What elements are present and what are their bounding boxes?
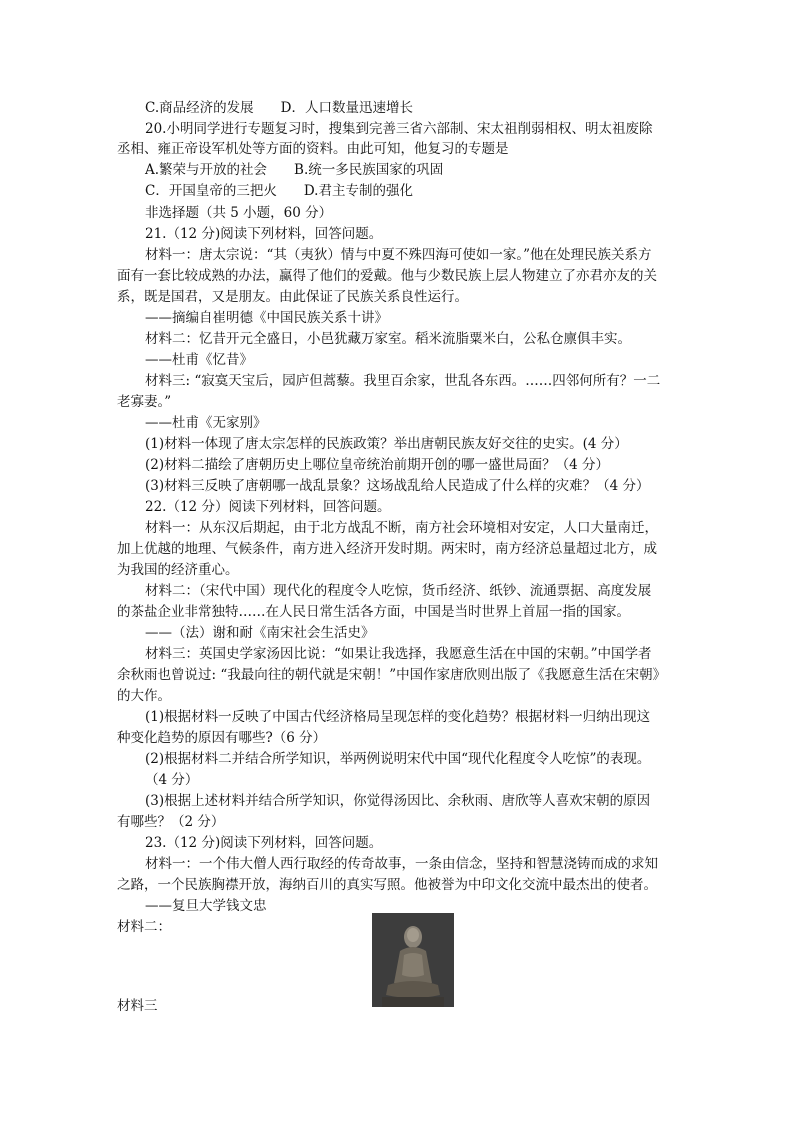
sub-question: (3)材料三反映了唐朝哪一战乱景象？这场战乱给人民造成了什么样的灾难？（4 分） [145, 478, 650, 494]
source-citation: ——复旦大学钱文忠 [145, 898, 267, 914]
monk-statue-illustration [372, 913, 454, 1007]
question-text: 丞相、雍正帝设军机处等方面的资料。由此可知，他复习的专题是 [117, 141, 509, 157]
material-text: 余秋雨也曾说过: “我最向往的朝代就是宋朝！”中国作家唐欣则出版了《我愿意生活在宋朝》 [117, 667, 667, 683]
sub-question: （4 分） [145, 772, 199, 788]
material-label: 材料三 [117, 998, 158, 1014]
material-text: 材料三：英国史学家汤因比说：“如果让我选择，我愿意生活在中国的宋朝。”中国学者 [145, 646, 652, 662]
option-line: C．开国皇帝的三把火 D.君主专制的强化 [145, 183, 413, 199]
sub-question: (1)根据材料一反映了中国古代经济格局呈现怎样的变化趋势？根据材料一归纳出现这 [145, 709, 651, 725]
sub-question: (3)根据上述材料并结合所学知识，你觉得汤因比、余秋雨、唐欣等人喜欢宋朝的原因 [145, 793, 651, 809]
material-label: 材料二： [117, 919, 171, 935]
sub-question: (2)材料二描绘了唐朝历史上哪位皇帝统治前期开创的哪一盛世局面？（4 分） [145, 457, 610, 473]
option-line: A.繁荣与开放的社会 B.统一多民族国家的巩固 [145, 162, 444, 178]
question-21: 21.（12 分)阅读下列材料，回答问题。 [145, 226, 383, 242]
material-text: 材料三: “寂寞天宝后，园庐但蒿藜。我里百余家，世乱各东西。……四邻何所有？一二 [145, 373, 661, 389]
material-text: 材料二：（宋代中国）现代化的程度令人吃惊，货币经济、纸钞、流通票据、高度发展 [145, 583, 652, 599]
source-citation: ——摘编自崔明德《中国民族关系十讲》 [145, 310, 388, 326]
material-text: 加上优越的地理、气候条件，南方进入经济开发时期。两宋时，南方经济总量超过北方，成 [117, 541, 657, 557]
material-text: 系，既是国君，又是朋友。由此保证了民族关系良性运行。 [117, 289, 468, 305]
material-text: 材料二：忆昔开元全盛日，小邑犹藏万家室。稻米流脂粟米白，公私仓廪俱丰实。 [145, 331, 631, 347]
option-line: C.商品经济的发展 D．人口数量迅速增长 [145, 100, 413, 116]
material-text: 的大作。 [117, 688, 171, 704]
source-citation: ——杜甫《无家别》 [145, 415, 267, 431]
material-text: 之路，一个民族胸襟开放，海纳百川的真实写照。他被誉为中印文化交流中最杰出的使者。 [117, 877, 657, 893]
sub-question: 种变化趋势的原因有哪些?（6 分） [117, 730, 327, 746]
question-20: 20.小明同学进行专题复习时，搜集到完善三省六部制、宋太祖削弱相权、明太祖废除 [145, 121, 653, 137]
source-citation: ——杜甫《忆昔》 [145, 352, 253, 368]
monk-statue-photo [372, 913, 454, 1007]
material-text: 材料一：从东汉后期起，由于北方战乱不断，南方社会环境相对安定，人口大量南迁， [145, 520, 658, 536]
section-heading: 非选择题（共 5 小题，60 分） [145, 205, 333, 221]
material-text: 的茶盐企业非常独特……在人民日常生活各方面，中国是当时世界上首屈一指的国家。 [117, 604, 630, 620]
material-text: 为我国的经济重心。 [117, 562, 239, 578]
sub-question: (2)根据材料二并结合所学知识，举两例说明宋代中国“现代化程度令人吃惊”的表现。 [145, 751, 651, 767]
source-citation: ——（法）谢和耐《南宋社会生活史》 [145, 625, 375, 641]
material-text: 老寡妻。” [117, 394, 172, 410]
question-22: 22.（12 分）阅读下列材料，回答问题。 [145, 499, 391, 515]
question-23: 23.（12 分)阅读下列材料，回答问题。 [145, 835, 383, 851]
sub-question: (1)材料一体现了唐太宗怎样的民族政策？举出唐朝民族友好交往的史实。(4 分） [145, 436, 628, 452]
material-text: 材料一：唐太宗说：“其（夷狄）情与中夏不殊四海可使如一家。”他在处理民族关系方 [145, 247, 652, 263]
material-text: 材料一：一个伟大僧人西行取经的传奇故事，一条由信念，坚持和智慧浇铸而成的求知 [145, 856, 658, 872]
material-text: 面有一套比较成熟的办法，赢得了他们的爱戴。他与少数民族上层人物建立了亦君亦友的关 [117, 268, 657, 284]
sub-question: 有哪些？（2 分） [117, 814, 225, 830]
